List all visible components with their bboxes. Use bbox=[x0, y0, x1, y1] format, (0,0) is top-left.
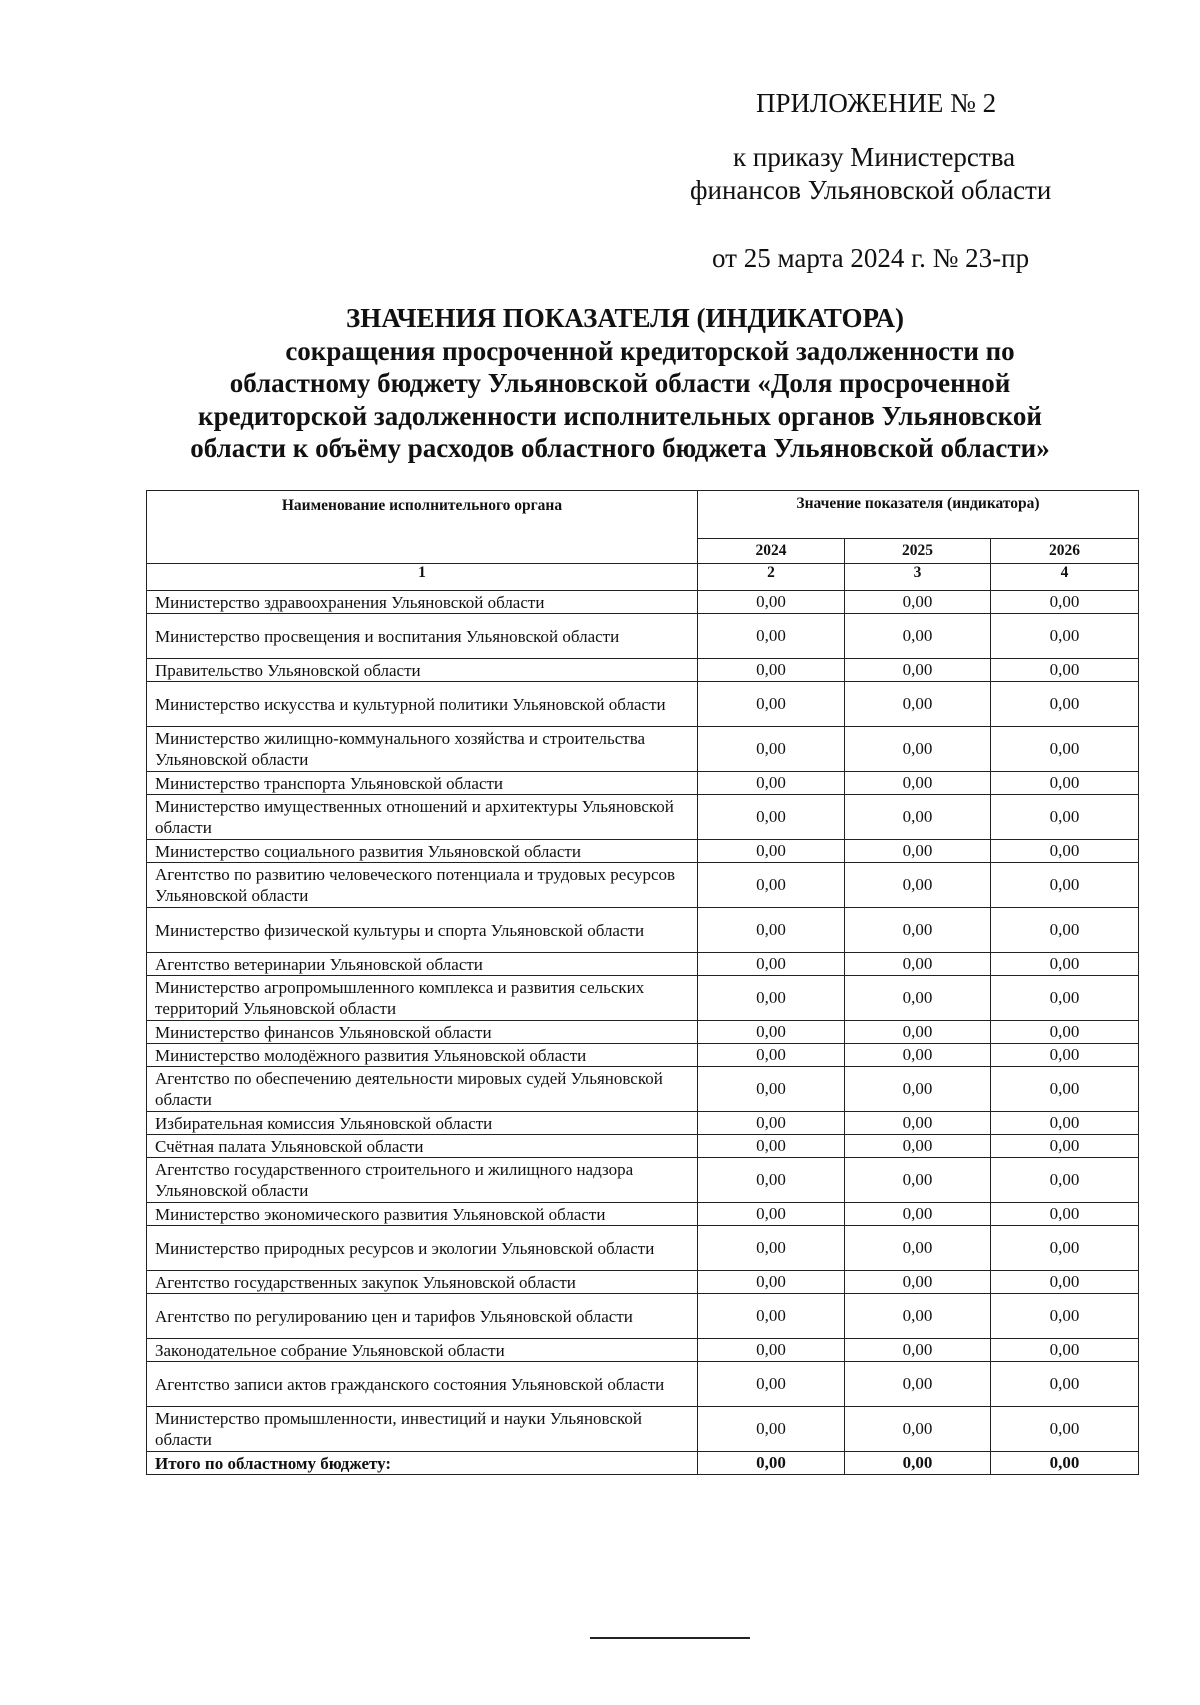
table-row bbox=[147, 682, 1139, 727]
title-line-3: областному бюджету Ульяновской области «Доля просроченной bbox=[229, 368, 1011, 398]
org-name: Министерство агропромышленного комплекса и развития сельских территорий Ульяновской области bbox=[147, 976, 698, 1021]
value-2024: 0,00 bbox=[698, 953, 845, 976]
value-2026: 0,00 bbox=[991, 1203, 1139, 1226]
table-row bbox=[147, 1021, 1139, 1044]
table-row bbox=[147, 908, 1139, 953]
table-row bbox=[147, 1271, 1139, 1294]
value-2024: 0,00 bbox=[698, 1339, 845, 1362]
value-2026: 0,00 bbox=[991, 908, 1139, 953]
table-row bbox=[147, 1362, 1139, 1407]
org-name: Министерство транспорта Ульяновской области bbox=[147, 772, 698, 795]
col-number-1: 1 bbox=[147, 564, 698, 591]
table-row bbox=[147, 1112, 1139, 1135]
table-row bbox=[147, 1294, 1139, 1339]
value-2025: 0,00 bbox=[845, 727, 991, 772]
value-2024: 0,00 bbox=[698, 772, 845, 795]
table-row bbox=[147, 1135, 1139, 1158]
org-name: Агентство записи актов гражданского состояния Ульяновской области bbox=[147, 1362, 698, 1407]
value-2025: 0,00 bbox=[845, 795, 991, 840]
value-2026: 0,00 bbox=[991, 1407, 1139, 1452]
value-2025: 0,00 bbox=[845, 953, 991, 976]
table-row bbox=[147, 1158, 1139, 1203]
col-header-name: Наименование исполнительного органа bbox=[147, 491, 698, 564]
org-name: Министерство жилищно-коммунального хозяйства и строительства Ульяновской области bbox=[147, 727, 698, 772]
org-name: Министерство физической культуры и спорта Ульяновской области bbox=[147, 908, 698, 953]
year-2025: 2025 bbox=[845, 539, 991, 564]
value-2025: 0,00 bbox=[845, 976, 991, 1021]
table-row bbox=[147, 840, 1139, 863]
org-name: Агентство по обеспечению деятельности мировых судей Ульяновской области bbox=[147, 1067, 698, 1112]
table-row bbox=[147, 976, 1139, 1021]
value-2024: 0,00 bbox=[698, 1294, 845, 1339]
org-name: Агентство ветеринарии Ульяновской области bbox=[147, 953, 698, 976]
document-title bbox=[140, 302, 1100, 465]
value-2024: 0,00 bbox=[698, 591, 845, 614]
org-name: Агентство государственного строительного и жилищного надзора Ульяновской области bbox=[147, 1158, 698, 1203]
value-2024: 0,00 bbox=[698, 1112, 845, 1135]
value-2026: 0,00 bbox=[991, 795, 1139, 840]
order-reference-line2: финансов Ульяновской области bbox=[690, 175, 1052, 205]
table-row bbox=[147, 1203, 1139, 1226]
value-2026: 0,00 bbox=[991, 1158, 1139, 1203]
value-2026: 0,00 bbox=[991, 840, 1139, 863]
value-2025: 0,00 bbox=[845, 1339, 991, 1362]
value-2025: 0,00 bbox=[845, 1203, 991, 1226]
value-2025: 0,00 bbox=[845, 1067, 991, 1112]
table-row bbox=[147, 1067, 1139, 1112]
value-2026: 0,00 bbox=[991, 659, 1139, 682]
order-reference-line1: к приказу Министерства bbox=[733, 142, 1016, 172]
value-2025: 0,00 bbox=[845, 863, 991, 908]
total-value-2025: 0,00 bbox=[845, 1452, 991, 1475]
table-row bbox=[147, 727, 1139, 772]
value-2024: 0,00 bbox=[698, 1407, 845, 1452]
signature-line bbox=[590, 1637, 750, 1639]
value-2024: 0,00 bbox=[698, 682, 845, 727]
col-header-value: Значение показателя (индикатора) bbox=[698, 491, 1139, 539]
table-row bbox=[147, 1339, 1139, 1362]
org-name: Счётная палата Ульяновской области bbox=[147, 1135, 698, 1158]
value-2025: 0,00 bbox=[845, 908, 991, 953]
value-2026: 0,00 bbox=[991, 953, 1139, 976]
org-name: Избирательная комиссия Ульяновской области bbox=[147, 1112, 698, 1135]
value-2024: 0,00 bbox=[698, 1135, 845, 1158]
col-number-3: 3 bbox=[845, 564, 991, 591]
org-name: Министерство имущественных отношений и архитектуры Ульяновской области bbox=[147, 795, 698, 840]
title-line-2: сокращения просроченной кредиторской задолженности по bbox=[285, 335, 1015, 366]
value-2026: 0,00 bbox=[991, 772, 1139, 795]
value-2025: 0,00 bbox=[845, 1021, 991, 1044]
org-name: Министерство социального развития Ульяновской области bbox=[147, 840, 698, 863]
org-name: Министерство промышленности, инвестиций и науки Ульяновской области bbox=[147, 1407, 698, 1452]
table-row bbox=[147, 659, 1139, 682]
value-2024: 0,00 bbox=[698, 908, 845, 953]
value-2025: 0,00 bbox=[845, 1294, 991, 1339]
value-2026: 0,00 bbox=[991, 976, 1139, 1021]
org-name: Агентство государственных закупок Ульяновской области bbox=[147, 1271, 698, 1294]
org-name: Министерство экономического развития Ульяновской области bbox=[147, 1203, 698, 1226]
value-2024: 0,00 bbox=[698, 1203, 845, 1226]
value-2025: 0,00 bbox=[845, 1112, 991, 1135]
title-line-1: ЗНАЧЕНИЯ ПОКАЗАТЕЛЯ (ИНДИКАТОРА) bbox=[346, 303, 904, 333]
value-2024: 0,00 bbox=[698, 1044, 845, 1067]
value-2026: 0,00 bbox=[991, 1339, 1139, 1362]
org-name: Министерство просвещения и воспитания Ульяновской области bbox=[147, 614, 698, 659]
org-name: Министерство молодёжного развития Ульяновской области bbox=[147, 1044, 698, 1067]
value-2024: 0,00 bbox=[698, 840, 845, 863]
value-2025: 0,00 bbox=[845, 1407, 991, 1452]
value-2025: 0,00 bbox=[845, 659, 991, 682]
org-name: Правительство Ульяновской области bbox=[147, 659, 698, 682]
org-name: Министерство искусства и культурной политики Ульяновской области bbox=[147, 682, 698, 727]
table-row bbox=[147, 591, 1139, 614]
value-2026: 0,00 bbox=[991, 1021, 1139, 1044]
value-2026: 0,00 bbox=[991, 1135, 1139, 1158]
total-value-2026: 0,00 bbox=[991, 1452, 1139, 1475]
col-number-2: 2 bbox=[698, 564, 845, 591]
value-2026: 0,00 bbox=[991, 1112, 1139, 1135]
table-row bbox=[147, 1044, 1139, 1067]
value-2025: 0,00 bbox=[845, 1271, 991, 1294]
appendix-title: ПРИЛОЖЕНИЕ № 2 bbox=[756, 88, 997, 118]
value-2026: 0,00 bbox=[991, 614, 1139, 659]
org-name: Министерство природных ресурсов и экологии Ульяновской области bbox=[147, 1226, 698, 1271]
value-2024: 0,00 bbox=[698, 1158, 845, 1203]
value-2025: 0,00 bbox=[845, 1135, 991, 1158]
year-2024: 2024 bbox=[698, 539, 845, 564]
value-2025: 0,00 bbox=[845, 1158, 991, 1203]
value-2025: 0,00 bbox=[845, 682, 991, 727]
value-2026: 0,00 bbox=[991, 863, 1139, 908]
table-row bbox=[147, 795, 1139, 840]
value-2025: 0,00 bbox=[845, 1362, 991, 1407]
value-2026: 0,00 bbox=[991, 1067, 1139, 1112]
value-2026: 0,00 bbox=[991, 727, 1139, 772]
value-2026: 0,00 bbox=[991, 591, 1139, 614]
value-2024: 0,00 bbox=[698, 1271, 845, 1294]
org-name: Агентство по регулированию цен и тарифов Ульяновской области bbox=[147, 1294, 698, 1339]
value-2025: 0,00 bbox=[845, 1044, 991, 1067]
year-2026: 2026 bbox=[991, 539, 1139, 564]
value-2024: 0,00 bbox=[698, 863, 845, 908]
org-name: Агентство по развитию человеческого потенциала и трудовых ресурсов Ульяновской области bbox=[147, 863, 698, 908]
indicator-table bbox=[146, 490, 1139, 1475]
value-2026: 0,00 bbox=[991, 682, 1139, 727]
value-2026: 0,00 bbox=[991, 1226, 1139, 1271]
value-2025: 0,00 bbox=[845, 614, 991, 659]
table-row bbox=[147, 863, 1139, 908]
org-name: Министерство здравоохранения Ульяновской области bbox=[147, 591, 698, 614]
col-number-4: 4 bbox=[991, 564, 1139, 591]
table-row bbox=[147, 772, 1139, 795]
value-2024: 0,00 bbox=[698, 795, 845, 840]
value-2024: 0,00 bbox=[698, 976, 845, 1021]
table-row bbox=[147, 953, 1139, 976]
value-2024: 0,00 bbox=[698, 1362, 845, 1407]
value-2024: 0,00 bbox=[698, 1226, 845, 1271]
value-2026: 0,00 bbox=[991, 1362, 1139, 1407]
total-value-2024: 0,00 bbox=[698, 1452, 845, 1475]
value-2025: 0,00 bbox=[845, 772, 991, 795]
total-row bbox=[147, 1452, 1139, 1475]
title-line-4: кредиторской задолженности исполнительных органов Ульяновской bbox=[198, 400, 1042, 431]
title-line-5: области к объёму расходов областного бюджета Ульяновской области» bbox=[190, 433, 1050, 463]
value-2024: 0,00 bbox=[698, 659, 845, 682]
value-2025: 0,00 bbox=[845, 591, 991, 614]
value-2024: 0,00 bbox=[698, 1021, 845, 1044]
org-name: Законодательное собрание Ульяновской области bbox=[147, 1339, 698, 1362]
value-2024: 0,00 bbox=[698, 727, 845, 772]
order-date: от 25 марта 2024 г. № 23-пр bbox=[712, 243, 1030, 273]
value-2026: 0,00 bbox=[991, 1044, 1139, 1067]
value-2025: 0,00 bbox=[845, 1226, 991, 1271]
value-2024: 0,00 bbox=[698, 1067, 845, 1112]
value-2026: 0,00 bbox=[991, 1271, 1139, 1294]
value-2025: 0,00 bbox=[845, 840, 991, 863]
table-row bbox=[147, 614, 1139, 659]
total-label: Итого по областному бюджету: bbox=[147, 1452, 698, 1475]
value-2026: 0,00 bbox=[991, 1294, 1139, 1339]
table-row bbox=[147, 1407, 1139, 1452]
org-name: Министерство финансов Ульяновской области bbox=[147, 1021, 698, 1044]
value-2024: 0,00 bbox=[698, 614, 845, 659]
table-row bbox=[147, 1226, 1139, 1271]
